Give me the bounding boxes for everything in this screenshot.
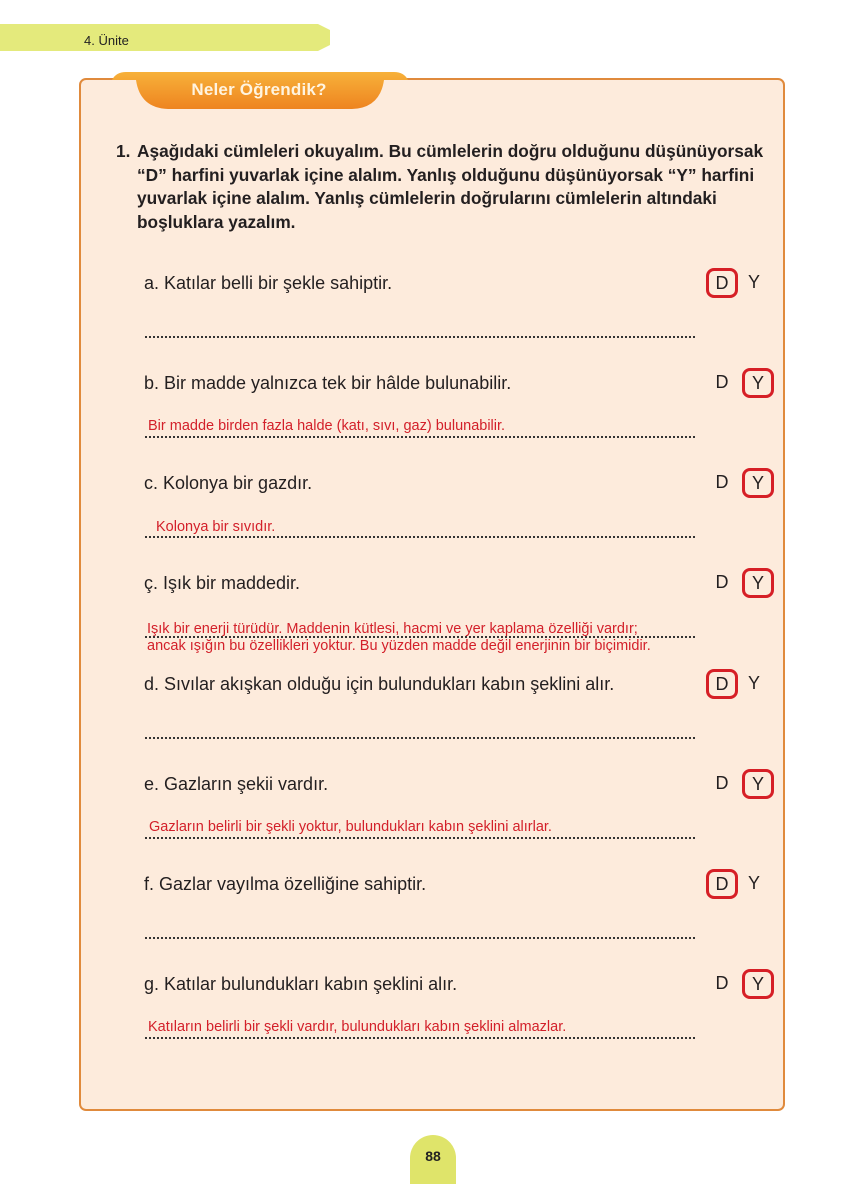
unit-banner [0, 24, 330, 51]
instruction-text: Aşağıdaki cümleleri okuyalım. Bu cümlelerin doğru olduğunu düşünüyorsak “D” harfini yuvarlak içine alalım. Yanlış olduğunu düşünüyorsak “Y” harfini yuvarlak içine alalım. Yanlış cümlelerin doğrularını cümlelerin altındaki boşluklara yazalım. [137, 141, 764, 232]
choice-d[interactable]: D [715, 372, 729, 392]
statement-item-d [144, 674, 784, 774]
instruction [116, 140, 776, 234]
answer-line[interactable] [145, 1037, 695, 1039]
statement-text: d. Sıvılar akışkan olduğu için bulundukları kabın şeklini alır. [144, 674, 615, 694]
answer-line[interactable] [145, 837, 695, 839]
question-number: 1. [116, 141, 131, 161]
section-title: Neler Öğrendik? [191, 80, 327, 99]
choice-y[interactable]: Y [747, 873, 760, 893]
correction-answer: Katıların belirli bir şekli vardır, bulundukları kabın şeklini almazlar. [148, 1019, 567, 1035]
choice-d[interactable]: D [706, 669, 738, 699]
answer-line[interactable] [145, 336, 695, 338]
statement-item-c-cedilla [144, 573, 784, 673]
statement-item-c [144, 473, 784, 573]
statement-text: b. Bir madde yalnızca tek bir hâlde bulunabilir. [144, 373, 512, 393]
choice-y[interactable]: Y [742, 769, 774, 799]
choice-y[interactable]: Y [742, 568, 774, 598]
statement-item-a [144, 273, 784, 373]
statement-text: c. Kolonya bir gazdır. [144, 473, 313, 493]
unit-label: 4. Ünite [84, 33, 129, 48]
choice-d[interactable]: D [715, 973, 729, 993]
choice-d[interactable]: D [715, 773, 729, 793]
choice-d[interactable]: D [715, 572, 729, 592]
choice-y[interactable]: Y [742, 368, 774, 398]
page-number: 88 [410, 1135, 456, 1184]
answer-line[interactable] [145, 937, 695, 939]
statement-item-f [144, 874, 784, 974]
correction-answer: Bir madde birden fazla halde (katı, sıvı, gaz) bulunabilir. [148, 418, 506, 434]
choice-y[interactable]: Y [742, 468, 774, 498]
answer-line[interactable] [145, 737, 695, 739]
statement-text: g. Katılar bulundukları kabın şeklini alır. [144, 974, 458, 994]
choice-d[interactable]: D [715, 472, 729, 492]
answer-line[interactable] [145, 436, 695, 438]
correction-answer: Gazların belirli bir şekli yoktur, bulundukları kabın şeklini alırlar. [149, 819, 552, 835]
correction-answer: Kolonya bir sıvıdır. [156, 519, 276, 535]
statement-item-g [144, 974, 784, 1074]
choice-y[interactable]: Y [747, 272, 760, 292]
choice-y[interactable]: Y [742, 969, 774, 999]
correction-answer-line2: ancak ışığın bu özellikleri yoktur. Bu yüzden madde değil enerjinin bir biçimidir. [147, 638, 651, 654]
statement-text: a. Katılar belli bir şekle sahiptir. [144, 273, 393, 293]
answer-line[interactable] [145, 536, 695, 538]
choice-d[interactable]: D [706, 268, 738, 298]
choice-y[interactable]: Y [747, 673, 760, 693]
statement-text: f. Gazlar vayılma özelliğine sahiptir. [144, 874, 427, 894]
statement-text: e. Gazların şekii vardır. [144, 774, 329, 794]
statement-item-e [144, 774, 784, 874]
statement-item-b [144, 373, 784, 473]
statement-text: ç. Işık bir maddedir. [144, 573, 301, 593]
correction-answer: Işık bir enerji türüdür. Maddenin kütlesi, hacmi ve yer kaplama özelliği vardır; [147, 621, 638, 637]
choice-d[interactable]: D [706, 869, 738, 899]
